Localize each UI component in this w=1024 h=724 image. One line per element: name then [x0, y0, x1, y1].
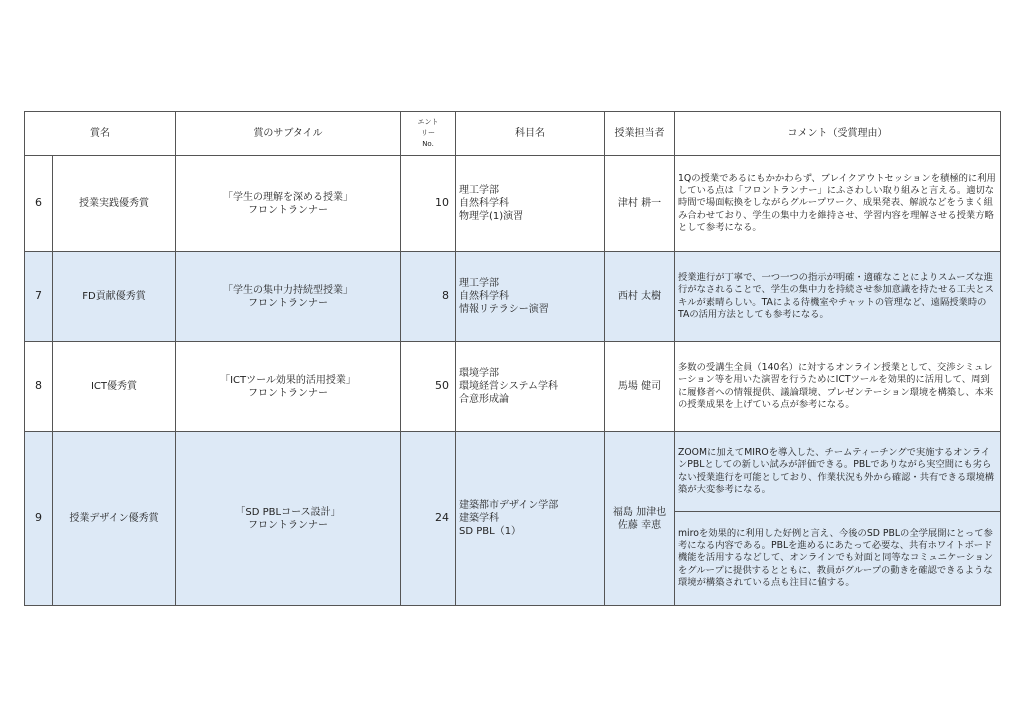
award-table	[24, 111, 1001, 606]
award-comment: 授業進行が丁寧で、一つ一つの指示が明確・適確なことによりスムーズな進行がなされることで、学生の集中力を持続させ参加意識を持たせる工夫とスキルが素晴らしい。TAによる待機室やチャットの管理など、遠隔授業時のTAの活用方法としても参考になる。	[675, 252, 1001, 342]
award-name: 授業デザイン優秀賞	[53, 432, 176, 606]
award-subtitle: 「SD PBLコース設計」 フロントランナー	[176, 432, 401, 606]
award-name: 授業実践優秀賞	[53, 156, 176, 252]
header-teacher: 授業担当者	[605, 112, 675, 156]
award-comment: 1Qの授業であるにもかかわらず、ブレイクアウトセッションを積極的に利用している点は「フロントランナー」にふさわしい取り組みと言える。適切な時間で場面転換をしながらグループワーク、成果発表、解説などをうまく組み合わせており、学生の集中力を維持させ、学習内容を理解させる授業方略として参考になる。	[675, 156, 1001, 252]
course-name: 環境学部 環境経営システム学科 合意形成論	[456, 342, 605, 432]
award-name: ICT優秀賞	[53, 342, 176, 432]
award-subtitle: 「ICTツール効果的活用授業」 フロントランナー	[176, 342, 401, 432]
header-comment: コメント（受賞理由）	[675, 112, 1001, 156]
award-subtitle: 「学生の理解を深める授業」 フロントランナー	[176, 156, 401, 252]
award-comment: 多数の受講生全員（140名）に対するオンライン授業として、交渉シミュレーション等を用いた演習を行うためにICTツールを効果的に活用して、周到に履修者への情報提供、議論環境、プレゼンテーション環境を構築し、本来の授業成果を上げている点が参考になる。	[675, 342, 1001, 432]
entry-number: 24	[401, 432, 456, 606]
table-row	[25, 252, 1001, 342]
header-course: 科目名	[456, 112, 605, 156]
teacher-name: 西村 太樹	[605, 252, 675, 342]
row-number: 9	[25, 432, 53, 606]
teacher-name: 馬場 健司	[605, 342, 675, 432]
teacher-name: 津村 耕一	[605, 156, 675, 252]
header-subtitle: 賞のサブタイル	[176, 112, 401, 156]
row-number: 7	[25, 252, 53, 342]
row-number: 8	[25, 342, 53, 432]
award-name: FD貢献優秀賞	[53, 252, 176, 342]
table-row	[25, 342, 1001, 432]
header-award: 賞名	[25, 112, 176, 156]
award-comment: miroを効果的に利用した好例と言え、今後のSD PBLの全学展開にとって参考になる内容である。PBLを進めるにあたって必要な、共有ホワイトボード機能を活用するなどして、オンラインでも対面と同等なコミュニケーションをグループに提供するとともに、教員がグループの動きを確認できるような環境が構築されている点も注目に値する。	[675, 512, 1001, 606]
table-row	[25, 432, 1001, 512]
table-row	[25, 156, 1001, 252]
row-number: 6	[25, 156, 53, 252]
course-name: 理工学部 自然科学科 物理学(1)演習	[456, 156, 605, 252]
entry-number: 50	[401, 342, 456, 432]
entry-number: 8	[401, 252, 456, 342]
entry-number: 10	[401, 156, 456, 252]
course-name: 建築都市デザイン学部 建築学科 SD PBL（1）	[456, 432, 605, 606]
header-entry: エント リー No.	[401, 112, 456, 156]
award-subtitle: 「学生の集中力持続型授業」 フロントランナー	[176, 252, 401, 342]
header-row	[25, 112, 1001, 156]
award-comment: ZOOMに加えてMIROを導入した、チームティーチングで実施するオンラインPBLとしての新しい試みが評価できる。PBLでありながら実空間にも劣らない授業進行を可能としており、作業状況も外から確認・共有できる環境構築が大変参考になる。	[675, 432, 1001, 512]
course-name: 理工学部 自然科学科 情報リテラシー演習	[456, 252, 605, 342]
teacher-name: 福島 加津也 佐藤 幸恵	[605, 432, 675, 606]
